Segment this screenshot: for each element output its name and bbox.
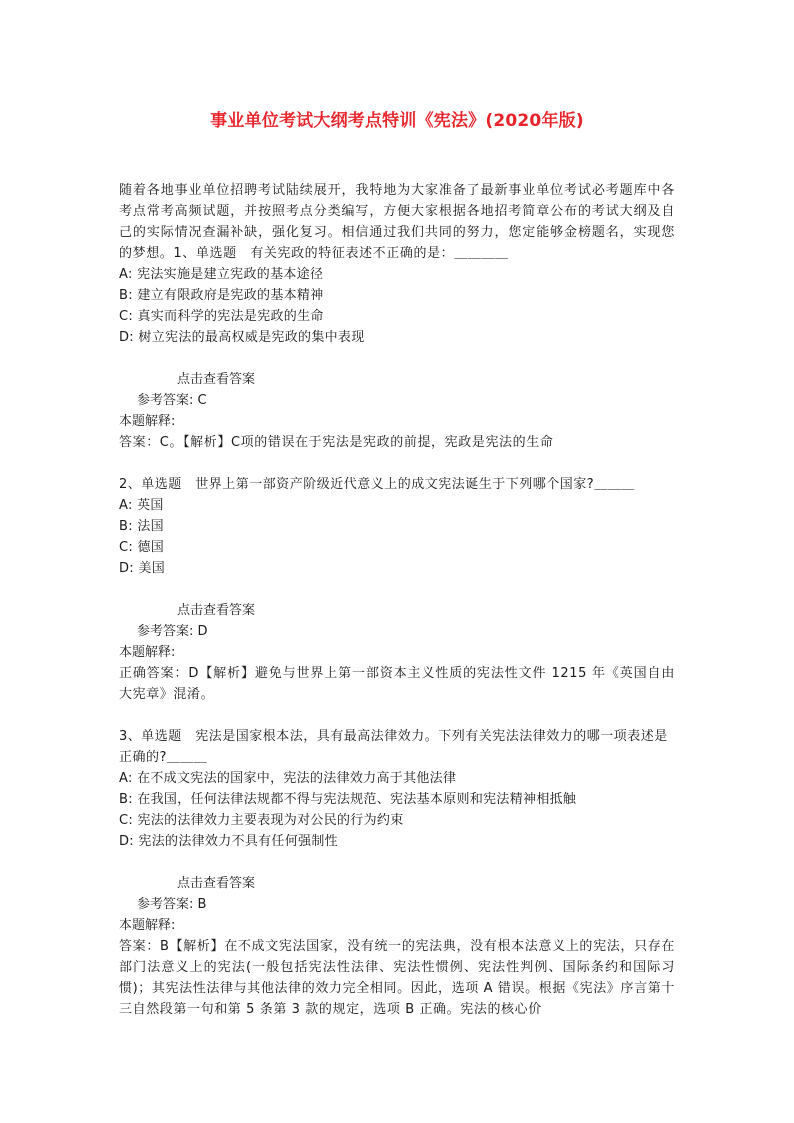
q1-reference-answer: 参考答案: C <box>137 393 207 408</box>
q3-explain-label: 本题解释: <box>119 918 176 933</box>
q1-option-d: D: 树立宪法的最高权威是宪政的集中表现 <box>119 330 365 345</box>
q2-option-d: D: 美国 <box>119 561 166 576</box>
q3-option-d: D: 宪法的法律效力不具有任何强制性 <box>119 834 338 849</box>
q2-explanation: 正确答案：D【解析】避免与世界上第一部资本主义性质的宪法性文件 1215 年《英国自由大宪章》混淆。 <box>119 666 675 702</box>
q1-option-b: B: 建立有限政府是宪政的基本精神 <box>119 288 324 303</box>
q2-reference-answer: 参考答案: D <box>137 624 208 639</box>
q3-question: 3、单选题 宪法是国家根本法，具有最高法律效力。下列有关宪法法律效力的哪一项表述是正确的?＿＿＿ <box>119 729 668 765</box>
q2-question: 2、单选题 世界上第一部资产阶级近代意义上的成文宪法诞生于下列哪个国家?＿＿＿ <box>119 477 635 492</box>
q3-option-a: A: 在不成文宪法的国家中，宪法的法律效力高于其他法律 <box>119 771 457 786</box>
q3-reference-answer: 参考答案: B <box>137 897 207 912</box>
q1-explain-label: 本题解释: <box>119 414 176 429</box>
q1-show-answer-link[interactable]: 点击查看答案 <box>177 372 256 387</box>
intro-paragraph: 随着各地事业单位招聘考试陆续展开，我特地为大家准备了最新事业单位考试必考题库中各考点常考高频试题，并按照考点分类编写，方便大家根据各地招考简章公布的考试大纲及自己的实际情况查漏补缺，强化复习。相信通过我们共同的努力，您定能够金榜题名，实现您的梦想。1、单选题 有关宪政的特征表述不正确的是：＿＿＿＿ <box>119 183 675 261</box>
q3-option-c: C: 宪法的法律效力主要表现为对公民的行为约束 <box>119 813 404 828</box>
q3-show-answer-link[interactable]: 点击查看答案 <box>177 876 256 891</box>
document-body <box>119 180 675 1020</box>
q1-option-c: C: 真实而科学的宪法是宪政的生命 <box>119 309 324 324</box>
q3-option-b: B: 在我国，任何法律法规都不得与宪法规范、宪法基本原则和宪法精神相抵触 <box>119 792 577 807</box>
q1-option-a: A: 宪法实施是建立宪政的基本途径 <box>119 267 324 282</box>
q2-show-answer-link[interactable]: 点击查看答案 <box>177 603 256 618</box>
q3-explanation: 答案：B【解析】在不成文宪法国家，没有统一的宪法典，没有根本法意义上的宪法，只存在部门法意义上的宪法(一般包括宪法性法律、宪法性惯例、宪法性判例、国际条约和国际习惯)；其宪法性法律与其他法律的效力完全相同。因此，选项 A 错误。根据《宪法》序言第十三自然段第一句和第 5 条第 3 款的规定，选项 B 正确。宪法的核心价 <box>119 939 675 1017</box>
q1-explanation: 答案：C。【解析】C项的错误在于宪法是宪政的前提，宪政是宪法的生命 <box>119 435 554 450</box>
q2-option-a: A: 英国 <box>119 498 164 513</box>
q2-option-b: B: 法国 <box>119 519 164 534</box>
q2-explain-label: 本题解释: <box>119 645 176 660</box>
document-title: 事业单位考试大纲考点特训《宪法》(2020年版) <box>210 111 584 131</box>
q2-option-c: C: 德国 <box>119 540 165 555</box>
